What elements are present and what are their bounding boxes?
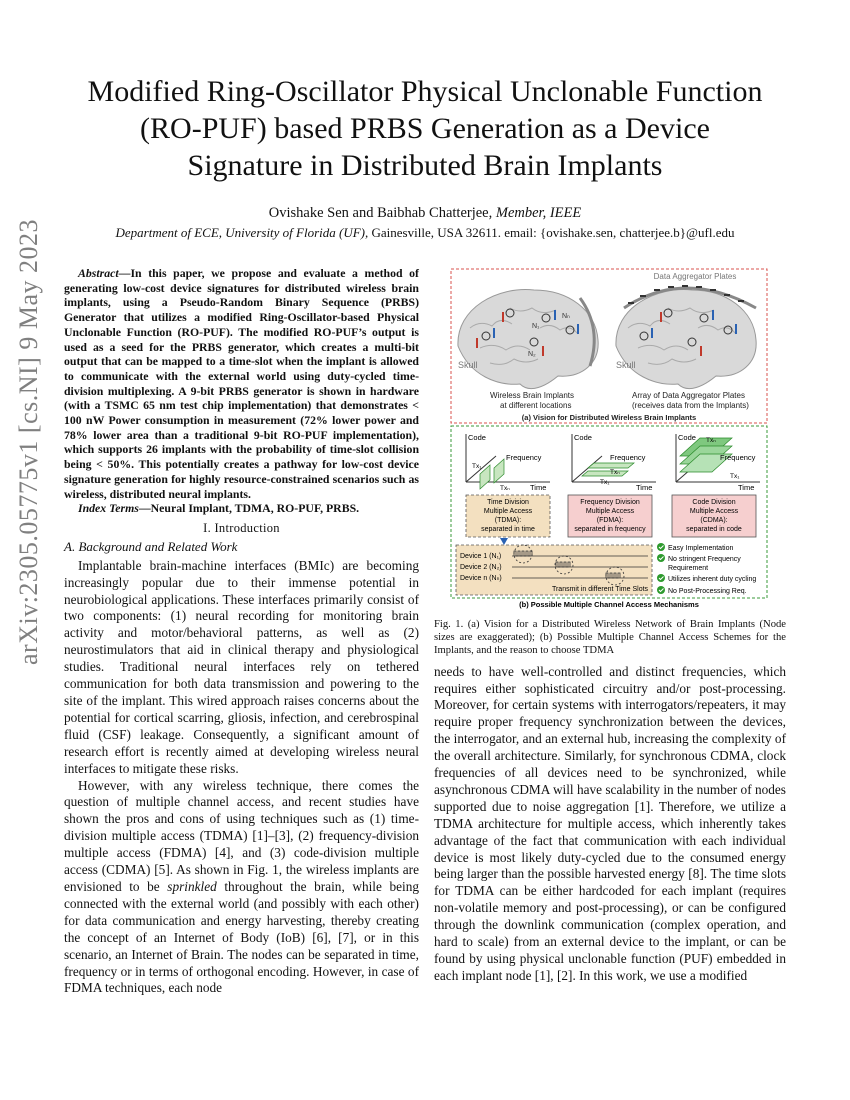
fdma-line-2: Multiple Access (585, 508, 635, 515)
paper-title: Modified Ring-Oscillator Physical Unclonable Function (RO-PUF) based PRBS Generation as a Device Signature in Distributed Brain Implants (87, 75, 763, 182)
node-n1: N₁ (532, 323, 540, 330)
cdma-line-1: Code Division (692, 499, 736, 506)
figure-1 (450, 268, 768, 610)
time-slots-label: Transmit in different Time Slots (551, 586, 649, 593)
abstract (64, 266, 419, 501)
address-email: Gainesville, USA 32611. email: {ovishake.sen, chatterjee.b}@ufl.edu (371, 225, 735, 240)
brain-right (616, 285, 756, 389)
cdma-frequency-label: Frequency (720, 453, 756, 462)
tdma-txn-label: Txₙ (500, 485, 510, 492)
plates-label: Data Aggregator Plates (653, 272, 737, 281)
figure-1-graphic (450, 268, 768, 610)
authors: Ovishake Sen and Baibhab Chatterjee, (268, 205, 493, 221)
tdma-frequency-label: Frequency (506, 453, 542, 462)
index-terms-text: —Neural Implant, TDMA, RO-PUF, PRBS. (138, 501, 360, 516)
skull-label-left: Skull (458, 360, 478, 370)
device-n-label: Device n (Nₙ) (460, 575, 502, 582)
benefit-4: No Post-Processing Req. (668, 588, 747, 595)
paragraph-3: needs to have well-controlled and distinct frequencies, which requires either sophisticated circuitry and/or post-processing. Moreover, for certain systems with interrogators/repeaters, it may require proper frequency synchronization between the devices, the interrogator, and an external hub, increasing the complexity of the overall architecture. Similarly, for synchronous CDMA, clock frequencies of all devices need to be synchronized, while asynchronous CDMA will have scalability in the number of nodes supported due to noise aggregation [1]. Therefore, we utilize a TDMA architecture for multiple access, which inherently takes advantage of the fact that communication with each individual device is most likely duty-cycled due to the consumed energy being larger than the possible harvested energy [8]. The time slots for TDMA can be either hardcoded for each implant (requires non-volatile memory and post-processing), or can be configured through the downlink communication (complex operation, and hard to scale) from an external device to the implant, or can be found by using physical unclonable function (PUF) embedded in each implant node [1], [2]. In this work, we use a modified (434, 663, 786, 983)
fdma-line-1: Frequency Division (580, 499, 640, 506)
fdma-txn-label: Txₙ (610, 469, 620, 476)
fdma-tx1-label: Tx₁ (600, 479, 610, 486)
paragraph-2: However, with any wireless technique, there comes the question of multiple channel access, and recent studies have shown the pros and cons of using techniques such as (1) time-division multiple access (TDMA) [1]–[3], (2) frequency-division multiple access (FDMA) [4], and (3) code-division multiple access (CDMA) [5]. As shown in Fig. 1, the wireless implants are envisioned to be sprinkled throughout the brain, while being connected with the external world (and possibly with each other) for data communication and energy harvesting, thereby creating the concept of an Internet of Body (IoB) [6], [7], or in this scenario, an Internet of Brain. The nodes can be separated in time, frequency or in terms of orthogonal encoding. However, in case of FDMA techniques, each node (64, 777, 420, 996)
device-1-label: Device 1 (N₁) (460, 553, 502, 560)
emphasis-sprinkled: sprinkled (167, 878, 217, 894)
fdma-time-label: Time (636, 483, 653, 492)
left-column (64, 266, 419, 997)
tdma-line-1: Time Division (487, 499, 529, 506)
node-nn: Nₙ (562, 313, 570, 320)
cdma-line-2: Multiple Access (689, 508, 739, 515)
tdma-time-label: Time (530, 483, 547, 492)
benefit-2b: Requirement (668, 565, 709, 572)
cdma-code-label: Code (678, 433, 696, 442)
arxiv-identifier: arXiv:2305.05775v1 [cs.NI] 9 May 2023 (14, 219, 43, 665)
cdma-time-label: Time (738, 483, 755, 492)
left-caption-1: Wireless Brain Implants (490, 391, 575, 400)
right-caption-1: Array of Data Aggregator Plates (632, 391, 745, 400)
right-caption-2: (receives data from the Implants) (632, 401, 749, 410)
index-terms (64, 501, 419, 516)
cdma-txn-label: Txₙ (706, 437, 716, 444)
tdma-line-4: separated in time (481, 526, 535, 533)
cdma-line-4: separated in code (686, 526, 742, 533)
benefit-1: Easy Implementation (668, 545, 734, 552)
left-caption-2: at different locations (500, 401, 572, 410)
author-line (80, 205, 770, 222)
benefit-2: No stringent Frequency (668, 556, 741, 563)
fdma-frequency-label: Frequency (610, 453, 646, 462)
cdma-line-3: (CDMA): (700, 517, 728, 524)
tdma-tx1-label: Tx₁ (472, 463, 482, 470)
fdma-code-label: Code (574, 433, 592, 442)
ieee-membership: Member, IEEE (495, 205, 582, 221)
tdma-code-label: Code (468, 433, 486, 442)
cdma-tx1-label: Tx₁ (730, 473, 740, 480)
subsection-heading: A. Background and Related Work (64, 538, 238, 554)
tdma-line-2: Multiple Access (483, 508, 533, 515)
device-2-label: Device 2 (N₂) (460, 564, 502, 571)
benefit-3: Utilizes inherent duty cycling (668, 576, 757, 583)
right-column (434, 618, 786, 985)
node-n2: N₂ (528, 351, 536, 358)
skull-label-right: Skull (616, 360, 636, 370)
brain-left (458, 290, 598, 389)
panel-a-title: (a) Vision for Distributed Wireless Brain Implants (521, 413, 697, 422)
abstract-text: —In this paper, we propose and evaluate a method of generating low-cost device signatures for distributed wireless brain implants, using a Pseudo-Random Binary Sequence (PRBS) Generator that utilizes a modified Ring-Oscillator-based Physical Unclonable Function (RO-PUF). The modified RO-PUF’s output is used as a seed for the PRBS generator, which creates a multi-bit output that can be mapped to a time-slot when the implant is allowed to communicate with the external world using duty-cycled time-division multiplexing. A 9-bit PRBS generator is shown in hardware (with a TSMC 65 nm test chip implementation) that demonstrates < 100 nW Power consumption in measurement (72% lower power and 78% lower area than a traditional 9-bit RO-PUF implementation), which supports 26 implants with the probability of time-slot collision being < 50%. This potentially creates a pathway for low-cost device signature generation for highly resource-constrained scenarios such as wireless, distributed neural implants. (64, 266, 419, 501)
tdma-line-3: (TDMA): (494, 517, 522, 524)
abstract-label: Abstract (78, 266, 119, 280)
panel-b-title: (b) Possible Multiple Channel Access Mechanisms (519, 600, 699, 609)
department: Department of ECE, University of Florida (UF), (115, 225, 369, 240)
tdma-arrow (500, 538, 508, 545)
fdma-line-4: separated in frequency (574, 526, 646, 533)
affiliation (60, 225, 790, 241)
benefit-checks (657, 543, 665, 594)
index-terms-label: Index Terms (78, 501, 139, 516)
fdma-line-3: (FDMA): (596, 517, 624, 524)
figure-caption: Fig. 1. (a) Vision for a Distributed Wireless Network of Brain Implants (Node sizes are exaggerated); (b) Possible Multiple Channel Access Schemes for the Implants, and the reason to choose TDMA (434, 619, 786, 657)
paragraph-1: Implantable brain-machine interfaces (BMIc) are becoming increasingly popular due to their immense potential in neurobiological applications. These interfaces primarily consist of two components: (1) neural recording for monitoring brain activity and motor/behavioral patterns, as well as (2) neurostimulators that aid in clinical therapy and physiological studies. Traditional neural interfaces rely on tethered communication for both data transmission and powering to the site of the implant. This wired approach raises concerns about the potential for cortical scarring, gliosis, infection, and cerebrospinal fluid (CSF) leakage. Consequently, a significant amount of research effort is recently aimed at developing wireless neural interfaces to mitigate these risks. (64, 557, 419, 776)
section-heading: I. Introduction (203, 520, 280, 535)
